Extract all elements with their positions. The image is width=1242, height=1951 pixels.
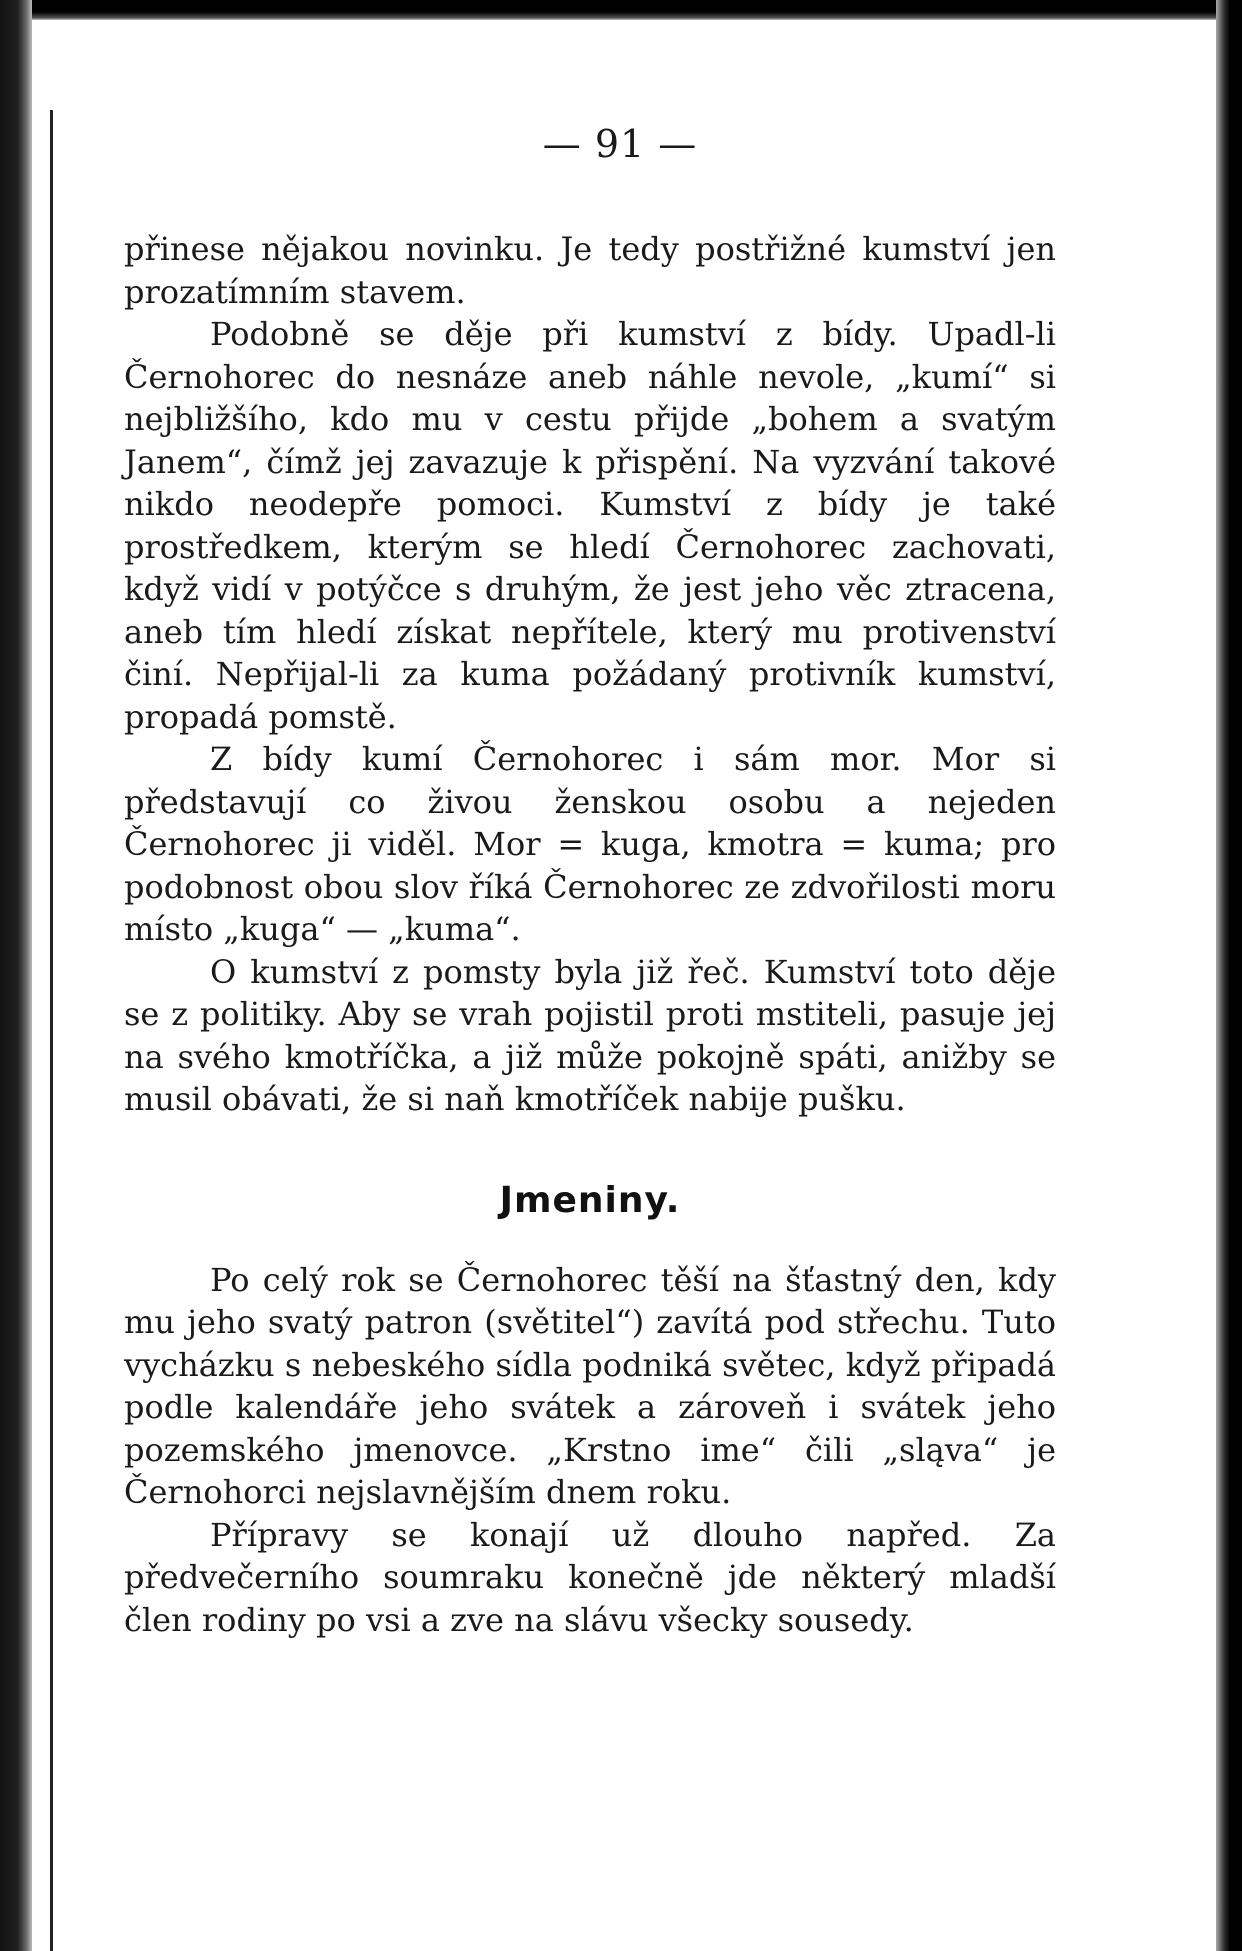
paragraph: Po celý rok se Černohorec těší na šťastný den, kdy mu jeho svatý patron (světitel“) zavítá pod střechu. Tuto vycházku s nebeského sídla podniká světec, když připadá podle kalendáře jeho svátek a zároveň i svátek jeho pozemského jmenovce. „Krstno ime“ čili „sląva“ je Černohorci nejslavnějším dnem roku. xyxy=(124,1260,1056,1511)
paragraph: Přípravy se konají už dlouho napřed. Za předvečerního soumraku konečně jde některý mladší člen rodiny po vsi a zve na slávu všecky sousedy. xyxy=(124,1515,1056,1639)
paragraph: O kumství z pomsty byla již řeč. Kumství toto děje se z politiky. Aby se vrah pojistil proti mstiteli, pasuje jej na svého kmotříčka, a již může pokojně spáti, anižby se musil obávati, že si naň kmotříček nabije pušku. xyxy=(124,952,1056,1118)
paragraph: Z bídy kumí Černohorec i sám mor. Mor si představují co živou ženskou osobu a nejeden Černohorec ji viděl. Mor = kuga, kmotra = kuma; pro podobnost obou slov říká Černohorec ze zdvořilosti moru místo „kuga“ — „kuma“. xyxy=(124,740,1056,948)
body-text xyxy=(124,228,1056,1641)
scan-edge-top xyxy=(0,0,1242,20)
paragraph: přinese nějakou novinku. Je tedy postřižné kumství jen prozatímním stavem. xyxy=(124,230,1056,311)
page-fold-line xyxy=(50,110,53,1951)
page-number: — 91 — xyxy=(542,122,698,166)
section-heading: Jmeniny. xyxy=(499,1179,681,1221)
paragraph: Podobně se děje při kumství z bídy. Upadl-li Černohorec do nesnáze aneb náhle nevole, „kumí“ si nejbližšího, kdo mu v cestu přijde „bohem a svatým Janem“, čímž jej zavazuje k přispění. Na vyzvání takové nikdo neodepře pomoci. Kumství z bídy je také prostředkem, kterým se hledí Černohorec zachovati, když vidí v potýčce s druhým, že jest jeho věc ztracena, aneb tím hledí získat nepřítele, který mu protivenství činí. Nepřijal-li za kuma požádaný protivník kumství, propadá pomstě. xyxy=(124,315,1056,736)
scan-edge-right xyxy=(1216,0,1242,1951)
scan-edge-left xyxy=(0,0,32,1951)
